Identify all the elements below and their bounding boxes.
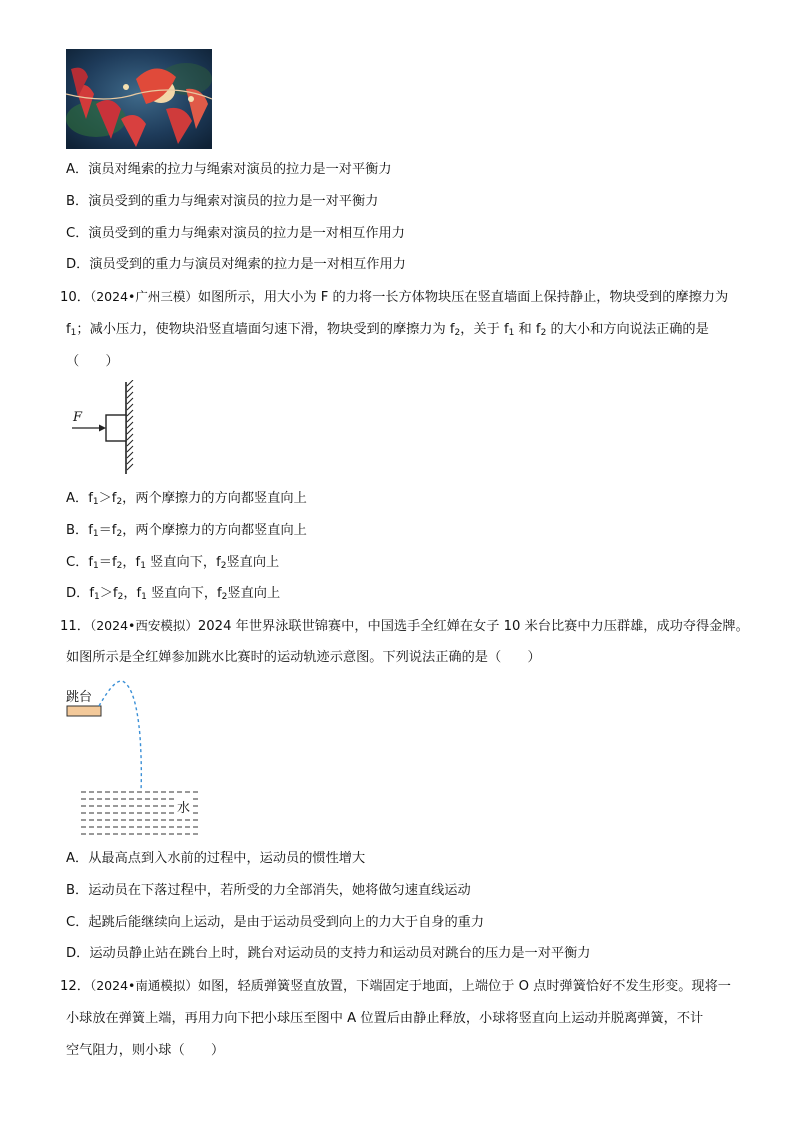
- q12-stem-line3: 空气阻力，则小球（ ）: [66, 1043, 225, 1058]
- q10-number: 10．: [60, 290, 90, 305]
- q9-option-b: B．演员受到的重力与绳索对演员的拉力是一对平衡力: [66, 194, 379, 209]
- q11-stem-line2: 如图所示是全红婵参加跳水比赛时的运动轨迹示意图。下列说法正确的是（ ）: [66, 650, 541, 665]
- q12-number: 12．: [60, 979, 90, 994]
- performers-photo: [66, 49, 212, 149]
- q10-option-a: A．$f_1>f_2$，两个摩擦力的方向都竖直向上: [66, 491, 307, 507]
- q12-stem-line1: [60, 976, 731, 997]
- q11-stem-line1: [60, 616, 749, 637]
- q11-stem-text: 2024 年世界泳联世锦赛中，中国选手全红婵在女子 10 米台比赛中力压群雄，成功夺得金牌。: [197, 619, 749, 634]
- q10-stem-text: 如图所示，用大小为 F 的力将一长方体物块压在竖直墙面上保持静止，物块受到的摩擦力为: [197, 290, 729, 305]
- q11-water-label: 水: [176, 797, 191, 816]
- q12-stem-text: 如图，轻质弹簧竖直放置，下端固定于地面，上端位于 O 点时弹簧恰好不发生形变。现将一: [197, 979, 731, 994]
- q9-option-a: A．演员对绳索的拉力与绳索对演员的拉力是一对平衡力: [66, 162, 392, 177]
- q11-diving-figure: [66, 676, 206, 841]
- q9-option-c: C．演员受到的重力与绳索对演员的拉力是一对相互作用力: [66, 226, 405, 241]
- q11-option-b: B．运动员在下落过程中，若所受的力全部消失，她将做匀速直线运动: [66, 883, 471, 898]
- q9-option-d: D．演员受到的重力与演员对绳索的拉力是一对相互作用力: [66, 257, 406, 272]
- q11-source: （2024•西安模拟）: [89, 618, 198, 633]
- performers-photo-illustration: [66, 49, 212, 149]
- q10-option-c: C．$f_1=f_2$，$f_1$ 竖直向下，$f_2$竖直向上: [66, 555, 280, 571]
- q10-stem-line2: $f_1$；减小压力，使物块沿竖直墙面匀速下滑，物块受到的摩擦力为 $f_2$，关于 $f_1$ 和 $f_2$ 的大小和方向说法正确的是: [66, 322, 709, 338]
- q10-source: （2024•广州三模）: [89, 289, 198, 304]
- q10-force-label: F: [73, 410, 83, 425]
- q10-option-d: D．$f_1>f_2$，$f_1$ 竖直向下，$f_2$竖直向上: [66, 586, 281, 602]
- q10-answer-blank: （ ）: [66, 354, 119, 369]
- q11-number: 11．: [60, 619, 90, 634]
- q11-option-d: D．运动员静止站在跳台上时，跳台对运动员的支持力和运动员对跳台的压力是一对平衡力: [66, 946, 591, 961]
- q12-stem-line2: 小球放在弹簧上端，再用力向下把小球压至图中 A 位置后由静止释放，小球将竖直向上运动并脱离弹簧，不计: [66, 1011, 704, 1026]
- q12-source: （2024•南通模拟）: [89, 978, 198, 993]
- q10-wall-figure: [70, 380, 140, 475]
- q11-option-c: C．起跳后能继续向上运动，是由于运动员受到向上的力大于自身的重力: [66, 915, 485, 930]
- q10-stem-line1: [60, 287, 728, 308]
- q11-platform-label: 跳台: [66, 690, 93, 705]
- q11-option-a: A．从最高点到入水前的过程中，运动员的惯性增大: [66, 851, 366, 866]
- q10-option-b: B．$f_1=f_2$，两个摩擦力的方向都竖直向上: [66, 523, 307, 539]
